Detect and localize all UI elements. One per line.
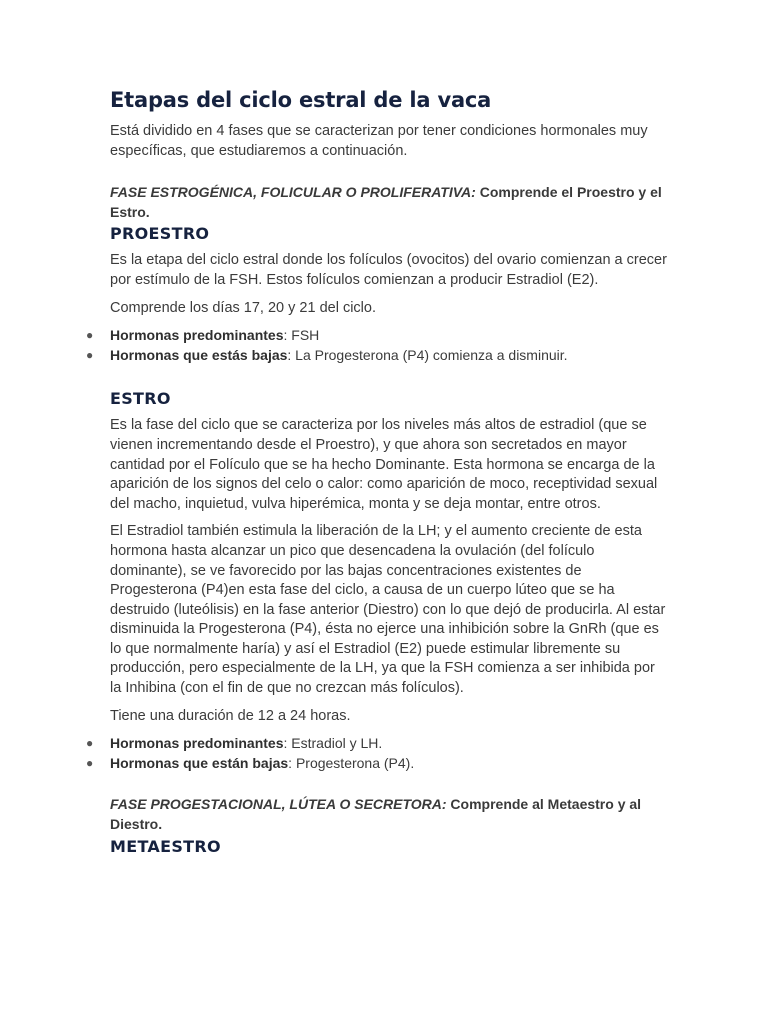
list-item-label: Hormonas predominantes bbox=[110, 327, 284, 344]
estro-hormone-list bbox=[86, 734, 670, 773]
list-item-text: : Progesterona (P4). bbox=[288, 754, 415, 771]
list-item-text: : La Progesterona (P4) comienza a disminuir. bbox=[287, 346, 568, 363]
list-item-label: Hormonas que estás bajas bbox=[110, 346, 288, 363]
estro-paragraph-3: Tiene una duración de 12 a 24 horas. bbox=[110, 707, 351, 724]
list-item-text: : FSH bbox=[283, 327, 320, 344]
phase-progestacional-heading bbox=[110, 795, 670, 834]
list-item bbox=[86, 326, 670, 346]
phase-estrogenica-heading bbox=[110, 183, 670, 222]
bullet-icon: ● bbox=[86, 755, 94, 770]
list-item bbox=[86, 346, 670, 366]
list-item bbox=[86, 754, 670, 774]
document-body bbox=[86, 88, 670, 864]
section-heading-proestro: PROESTRO bbox=[110, 224, 210, 244]
list-item-label: Hormonas predominantes bbox=[110, 735, 284, 752]
page-title: Etapas del ciclo estral de la vaca bbox=[110, 88, 492, 112]
phase-estrogenica-description: Comprende el Proestro y el Estro. bbox=[110, 184, 662, 220]
bullet-icon: ● bbox=[86, 328, 94, 343]
proestro-paragraph-2: Comprende los días 17, 20 y 21 del ciclo. bbox=[110, 299, 376, 316]
intro-paragraph: Está dividido en 4 fases que se caracterizan por tener condiciones hormonales muy específicas, que estudiaremos a continuación. bbox=[110, 123, 648, 159]
proestro-hormone-list bbox=[86, 326, 670, 365]
bullet-icon: ● bbox=[86, 736, 94, 751]
list-item bbox=[86, 734, 670, 754]
estro-paragraph-1: Es la fase del ciclo que se caracteriza por los niveles más altos de estradiol (que se vienen incrementando desde el Proestro), y que ahora son secretados en mayor cantidad por el Folículo que se ha hecho Dominante. Esta hormona se encarga de la aparición de los signos del celo o calor: como aparición de moco, receptividad sexual del macho, inquietud, vulva hiperémica, monta y se deja montar, entre otros. bbox=[110, 417, 658, 512]
list-item-label: Hormonas que están bajas bbox=[110, 754, 289, 771]
phase-progestacional-description: Comprende al Metaestro y al Diestro. bbox=[110, 796, 642, 833]
phase-progestacional-title: FASE PROGESTACIONAL, LÚTEA O SECRETORA: bbox=[110, 796, 447, 813]
list-item-text: : Estradiol y LH. bbox=[283, 735, 383, 752]
section-heading-estro: ESTRO bbox=[110, 389, 171, 409]
bullet-icon: ● bbox=[86, 347, 94, 362]
phase-estrogenica-title: FASE ESTROGÉNICA, FOLICULAR O PROLIFERATIVA: bbox=[110, 184, 476, 201]
proestro-paragraph-1: Es la etapa del ciclo estral donde los folículos (ovocitos) del ovario comienzan a crecer por estímulo de la FSH. Estos folículos comienzan a producir Estradiol (E2). bbox=[110, 252, 667, 288]
estro-paragraph-2: El Estradiol también estimula la liberación de la LH; y el aumento creciente de esta hormona hasta alcanzar un pico que desencadena la ovulación (del folículo dominante), se ve favorecido por las bajas concentraciones existentes de Progesterona (P4)en esta fase del ciclo, a causa de un cuerpo lúteo que se ha destruido (luteólisis) en la fase anterior (Diestro) con lo que dejó de producirla. Al estar disminuida la Progesterona (P4), ésta no ejerce una inhibición sobre la GnRh (que es lo que normalmente haría) y así el Estradiol (E2) puede estimular libremente su producción, pero especialmente de la LH, ya que la FSH comienza a ser inhibida por la Inhibina (con el fin de que no crezcan más folículos). bbox=[110, 523, 666, 697]
section-heading-metaestro: METAESTRO bbox=[110, 836, 221, 856]
